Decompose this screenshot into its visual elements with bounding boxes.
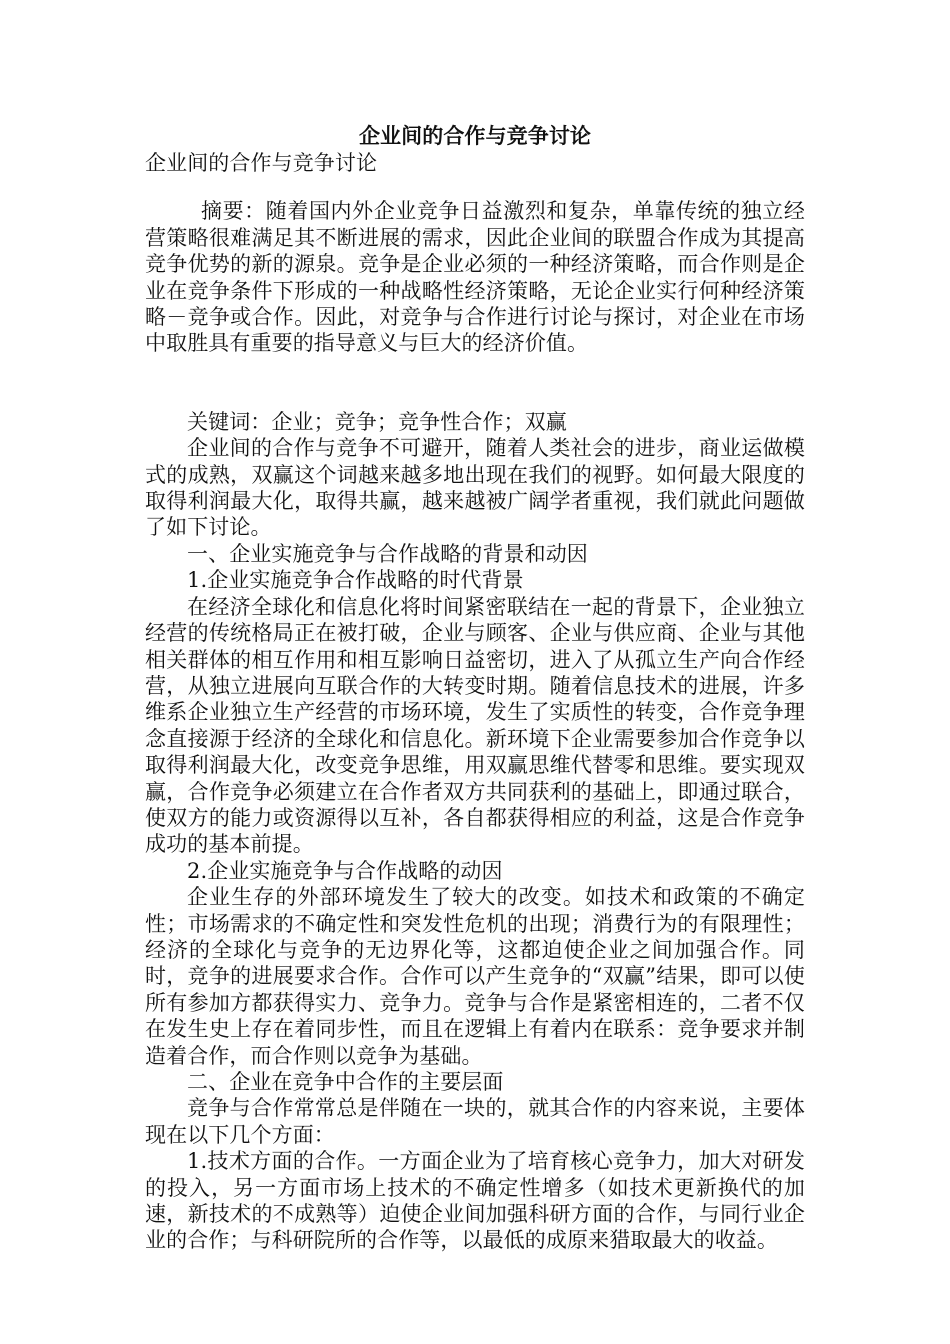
keywords-line: 关键词：企业；竞争；竞争性合作；双赢 (187, 409, 567, 434)
abstract-paragraph: 摘要：随着国内外企业竞争日益激烈和复杂，单靠传统的独立经营策略很难满足其不断进展的需求，因此企业间的联盟合作成为其提高竞争优势的新的源泉。竞争是企业必须的一种经济策略，而合作则是企业在竞争条件下形成的一种战略性经济策略，无论企业实行何种经济策略－竞争或合作。因此，对竞争与合作进行讨论与探讨，对企业在市场中取胜具有重要的指导意义与巨大的经济价值。 (145, 199, 805, 356)
body-paragraph: 竞争与合作常常总是伴随在一块的，就其合作的内容来说，主要体现在以下几个方面： (145, 1096, 805, 1147)
body-paragraph: 企业间的合作与竞争不可避开，随着人类社会的进步，商业运做模式的成熟，双赢这个词越来越多地出现在我们的视野。如何最大限度的取得利润最大化，取得共赢，越来越被广阔学者重视，我们就此问题做了如下讨论。 (145, 436, 805, 540)
body-paragraph: 1.技术方面的合作。一方面企业为了培育核心竞争力，加大对研发的投入，另一方面市场上技术的不确定性增多（如技术更新换代的加速，新技术的不成熟等）迫使企业间加强科研方面的合作，与同行业企业的合作；与科研院所的合作等，以最低的成原来猎取最大的收益。 (145, 1149, 805, 1253)
subsection-heading: 1.企业实施竞争合作战略的时代背景 (187, 568, 524, 593)
body-paragraph: 企业生存的外部环境发生了较大的改变。如技术和政策的不确定性；市场需求的不确定性和突发性危机的出现；消费行为的有限理性；经济的全球化与竞争的无边界化等，这都迫使企业之间加强合作。同时，竞争的进展要求合作。合作可以产生竞争的“双赢”结果，即可以使所有参加方都获得实力、竞争力。竞争与合作是紧密相连的，二者不仅在发生史上存在着同步性，而且在逻辑上有着内在联系：竞争要求并制造着合作，而合作则以竞争为基础。 (145, 885, 805, 1068)
section-heading: 一、企业实施竞争与合作战略的背景和动因 (187, 541, 588, 566)
document-title: 企业间的合作与竞争讨论 (358, 123, 592, 148)
document-subtitle: 企业间的合作与竞争讨论 (145, 151, 378, 175)
body-paragraph: 在经济全球化和信息化将时间紧密联结在一起的背景下，企业独立经营的传统格局正在被打破，企业与顾客、企业与供应商、企业与其他相关群体的相互作用和相互影响日益密切，进入了从孤立生产向合作经营，从独立进展向互联合作的大转变时期。随着信息技术的进展，许多维系企业独立生产经营的市场环境，发生了实质性的转变，合作竞争理念直接源于经济的全球化和信息化。新环境下企业需要参加合作竞争以取得利润最大化，改变竞争思维，用双赢思维代替零和思维。要实现双赢，合作竞争必须建立在合作者双方共同获利的基础上，即通过联合，使双方的能力或资源得以互补，各自都获得相应的利益，这是合作竞争成功的基本前提。 (145, 594, 805, 857)
subsection-heading: 2.企业实施竞争与合作战略的动因 (187, 858, 503, 883)
document-page (145, 122, 805, 1254)
section-heading: 二、企业在竞争中合作的主要层面 (187, 1070, 504, 1094)
